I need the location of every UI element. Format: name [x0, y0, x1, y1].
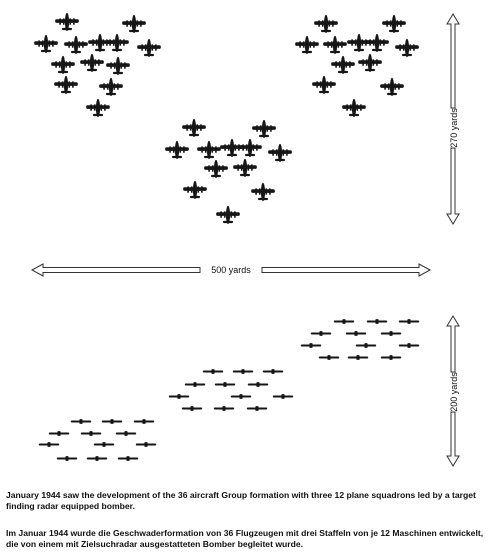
- aircraft: [197, 141, 221, 159]
- aircraft: [238, 139, 262, 157]
- aircraft-side: [319, 355, 339, 360]
- aircraft-side: [247, 406, 267, 411]
- aircraft-side: [185, 382, 205, 387]
- aircraft: [268, 144, 292, 162]
- aircraft: [106, 57, 130, 75]
- aircraft: [365, 34, 389, 52]
- aircraft-side: [102, 419, 122, 424]
- aircraft-side: [301, 343, 321, 348]
- aircraft-side: [399, 343, 419, 348]
- aircraft-side: [248, 382, 268, 387]
- aircraft-side: [71, 419, 91, 424]
- aircraft: [204, 160, 228, 178]
- aircraft: [183, 181, 207, 199]
- aircraft: [51, 56, 75, 74]
- aircraft-side: [81, 431, 101, 436]
- aircraft-side: [116, 431, 136, 436]
- aircraft: [395, 39, 419, 57]
- aircraft-side: [49, 431, 69, 436]
- aircraft: [251, 183, 275, 201]
- side-squadron-high: [301, 319, 419, 360]
- aircraft-side: [399, 319, 419, 324]
- aircraft-side: [356, 343, 376, 348]
- aircraft-side: [39, 442, 59, 447]
- width-label: 500 yards: [211, 265, 251, 275]
- side-squadron-mid: [169, 369, 293, 411]
- aircraft-side: [311, 331, 331, 336]
- aircraft-side: [273, 394, 293, 399]
- aircraft: [137, 39, 161, 57]
- aircraft: [314, 15, 338, 33]
- aircraft-side: [215, 382, 235, 387]
- squadron-top-left: [34, 13, 161, 117]
- aircraft-side: [136, 442, 156, 447]
- aircraft-side: [334, 319, 354, 324]
- aircraft: [295, 36, 319, 54]
- aircraft: [165, 141, 189, 159]
- caption-german: Im Januar 1944 wurde die Geschwaderformation von 36 Flugzeugen mit drei Staffeln von je 12 Maschinen entwickelt, die von einem mit Zielsuchradar ausgestatteten Bomber begleitet wurde.: [6, 528, 484, 549]
- aircraft: [312, 76, 336, 94]
- aircraft-side: [263, 369, 283, 374]
- aircraft: [55, 13, 79, 31]
- caption-english: January 1944 saw the development of the 36 aircraft Group formation with three 12 plane squadrons led by a target finding radar equipped bomber.: [6, 490, 476, 511]
- aircraft-side: [87, 456, 107, 461]
- aircraft-side: [182, 406, 202, 411]
- aircraft: [233, 159, 257, 177]
- aircraft-side: [94, 442, 114, 447]
- aircraft-side: [203, 369, 223, 374]
- height-label-bottom: 200 yards: [449, 372, 459, 412]
- aircraft-side: [348, 355, 368, 360]
- aircraft: [64, 36, 88, 54]
- aircraft: [323, 36, 347, 54]
- aircraft: [105, 34, 129, 52]
- aircraft-side: [367, 319, 387, 324]
- squadron-lead: [165, 119, 292, 224]
- aircraft: [80, 54, 104, 72]
- aircraft: [216, 206, 240, 224]
- aircraft-side: [118, 456, 138, 461]
- aircraft-side: [233, 369, 253, 374]
- aircraft: [382, 15, 406, 33]
- aircraft: [182, 119, 206, 137]
- aircraft-side: [381, 331, 401, 336]
- aircraft-side: [231, 394, 251, 399]
- aircraft-side: [214, 406, 234, 411]
- side-squadron-low: [39, 419, 156, 461]
- aircraft-side: [57, 456, 77, 461]
- aircraft: [342, 99, 366, 117]
- aircraft: [358, 54, 382, 72]
- aircraft: [380, 78, 404, 96]
- aircraft-side: [346, 331, 366, 336]
- aircraft: [54, 76, 78, 94]
- aircraft: [252, 120, 276, 138]
- aircraft: [86, 99, 110, 117]
- aircraft: [122, 15, 146, 33]
- aircraft-side: [169, 394, 189, 399]
- aircraft: [331, 56, 355, 74]
- aircraft-side: [381, 355, 401, 360]
- aircraft: [34, 35, 58, 53]
- aircraft-side: [134, 419, 154, 424]
- height-label-top: 270 yards: [449, 108, 459, 148]
- aircraft: [99, 78, 123, 96]
- squadron-top-right: [295, 15, 419, 117]
